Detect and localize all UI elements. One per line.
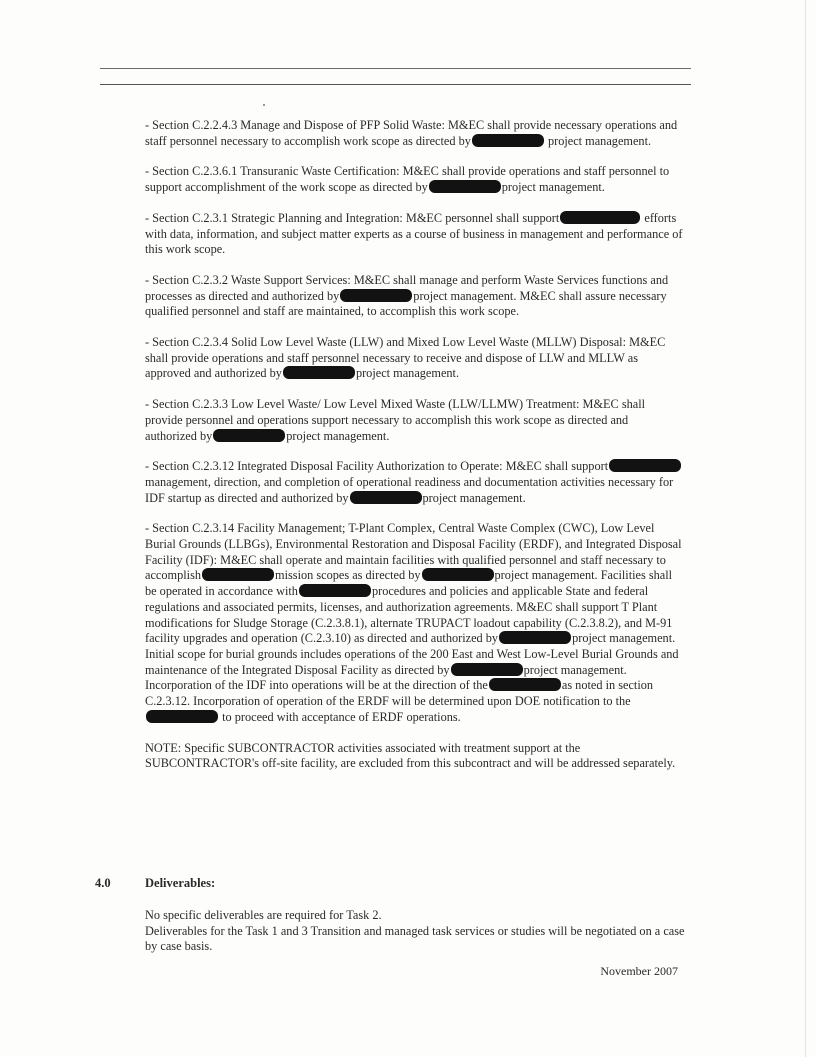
redaction-mark <box>299 584 371 597</box>
paragraph-text: project management. <box>286 428 390 443</box>
paragraph-text: management, direction, and completion of operational readiness and documentation activities necessary for IDF startup as directed and authorized by <box>145 474 674 505</box>
paragraph-text: procedures and policies and applicable State and federal regulations and associated permits, licenses, and authorization agreements. M&EC shall support T Plant modifications for Sludge Storage (C.2.3.8.1), alternate TRUPACT loadout capability (C.2.3.8.2), and M-91 facility upgrades and operation (C.2.3.10) as directed and authorized by <box>145 584 673 646</box>
redaction-mark <box>146 710 218 723</box>
note-paragraph: NOTE: Specific SUBCONTRACTOR activities associated with treatment support at the SUBCONTRACTOR's off-site facility, are excluded from this subcontract and will be addressed separately. <box>145 740 676 771</box>
redaction-mark <box>560 211 640 224</box>
paragraph-text: - Section C.2.3.6.1 Transuranic Waste Certification: M&EC shall provide operations and staff personnel to support accomplishment of the work scope as directed by <box>145 164 670 195</box>
paragraph-text: project management. Initial scope for burial grounds includes operations of the 200 East and West Low-Level Burial Grounds and maintenance of the Integrated Disposal Facility as directed by <box>145 631 679 677</box>
paragraph-idf-authorization <box>145 459 683 506</box>
redaction-mark <box>489 678 561 691</box>
header-rule-bottom <box>100 84 691 85</box>
paragraph-strategic-planning <box>145 211 683 258</box>
paragraph-text: - Section C.2.3.1 Strategic Planning and Integration: M&EC personnel shall support <box>145 210 560 225</box>
paragraph-text: - Section C.2.3.4 Solid Low Level Waste (LLW) and Mixed Low Level Waste (MLLW) Disposal: M&EC shall provide operations and staff personnel necessary to receive and dispose of LLW and MLLW as approved and authorized by <box>145 335 666 381</box>
scope-body <box>145 118 683 790</box>
redaction-mark <box>283 366 355 379</box>
paragraph-text: as noted in section C.2.3.12. Incorporation of operation of the ERDF will be determined upon DOE notification to the <box>145 678 654 709</box>
redaction-mark <box>472 134 544 147</box>
paragraph-llw-disposal <box>145 335 683 382</box>
paragraph-text: - Section C.2.3.3 Low Level Waste/ Low Level Mixed Waste (LLW/LLMW) Treatment: M&EC shall provide personnel and operations support necessary to accomplish this work scope as directed and authorized by <box>145 397 646 443</box>
redaction-mark <box>422 568 494 581</box>
paragraph-text: project management. Incorporation of the IDF into operations will be at the direction of the <box>145 662 627 693</box>
paragraph-text: mission scopes as directed by <box>275 568 421 583</box>
section-heading-deliverables <box>95 876 215 891</box>
redaction-mark <box>350 491 422 504</box>
section-title: Deliverables: <box>145 876 216 890</box>
paragraph-text: project management. Facilities shall be operated in accordance with <box>145 568 673 599</box>
deliverables-line: No specific deliverables are required for Task 2. <box>145 908 382 922</box>
paragraph-transuranic <box>145 164 683 195</box>
paragraph-llw-treatment <box>145 397 683 444</box>
paragraph-text: - Section C.2.3.12 Integrated Disposal Facility Authorization to Operate: M&EC shall support <box>145 459 609 474</box>
scan-edge <box>805 0 806 1057</box>
redaction-mark <box>213 429 285 442</box>
paragraph-pfp-solid-waste <box>145 118 683 149</box>
paragraph-text: to proceed with acceptance of ERDF operations. <box>219 709 461 724</box>
redaction-mark <box>429 180 501 193</box>
paragraph-text: project management. <box>355 366 460 381</box>
paragraph-text: - Section C.2.2.4.3 Manage and Dispose of PFP Solid Waste: M&EC shall provide necessary operations and staff personnel necessary to accomplish work scope as directed by <box>145 118 678 148</box>
deliverables-body <box>145 908 685 955</box>
paragraph-waste-support <box>145 273 683 320</box>
paragraph-text: - Section C.2.3.2 Waste Support Services: M&EC shall manage and perform Waste Services functions and processes as directed and authorized by <box>145 272 669 303</box>
deliverables-line: Deliverables for the Task 1 and 3 Transition and managed task services or studies will be negotiated on a case by case basis. <box>145 923 685 954</box>
footer-date: November 2007 <box>600 964 678 978</box>
redaction-mark <box>451 663 523 676</box>
paragraph-text: project management. <box>544 133 652 148</box>
redaction-mark <box>340 289 412 302</box>
redaction-mark <box>499 631 571 644</box>
redaction-mark <box>609 459 681 472</box>
redaction-mark <box>202 568 274 581</box>
paragraph-text: project management. <box>501 180 605 195</box>
paragraph-text: efforts with data, information, and subject matter experts as a course of business in management and performance of this work scope. <box>145 210 683 257</box>
section-number: 4.0 <box>95 876 111 890</box>
paragraph-text: project management. M&EC shall assure necessary qualified personnel and staff are maintained, to accomplish this work scope. <box>145 288 667 319</box>
header-rule-top <box>100 68 691 69</box>
scan-speck <box>263 104 265 106</box>
paragraph-text: - Section C.2.3.14 Facility Management; T-Plant Complex, Central Waste Complex (CWC), Low Level Burial Grounds (LLBGs), Environmental Restoration and Disposal Facility (ERDF), and Integrated Disposal Facility (IDF): M&EC shall operate and maintain facilities with qualified personnel and staff necessary to accomplish <box>145 521 682 583</box>
paragraph-text: project management. <box>422 490 526 505</box>
paragraph-facility-management <box>145 521 683 725</box>
